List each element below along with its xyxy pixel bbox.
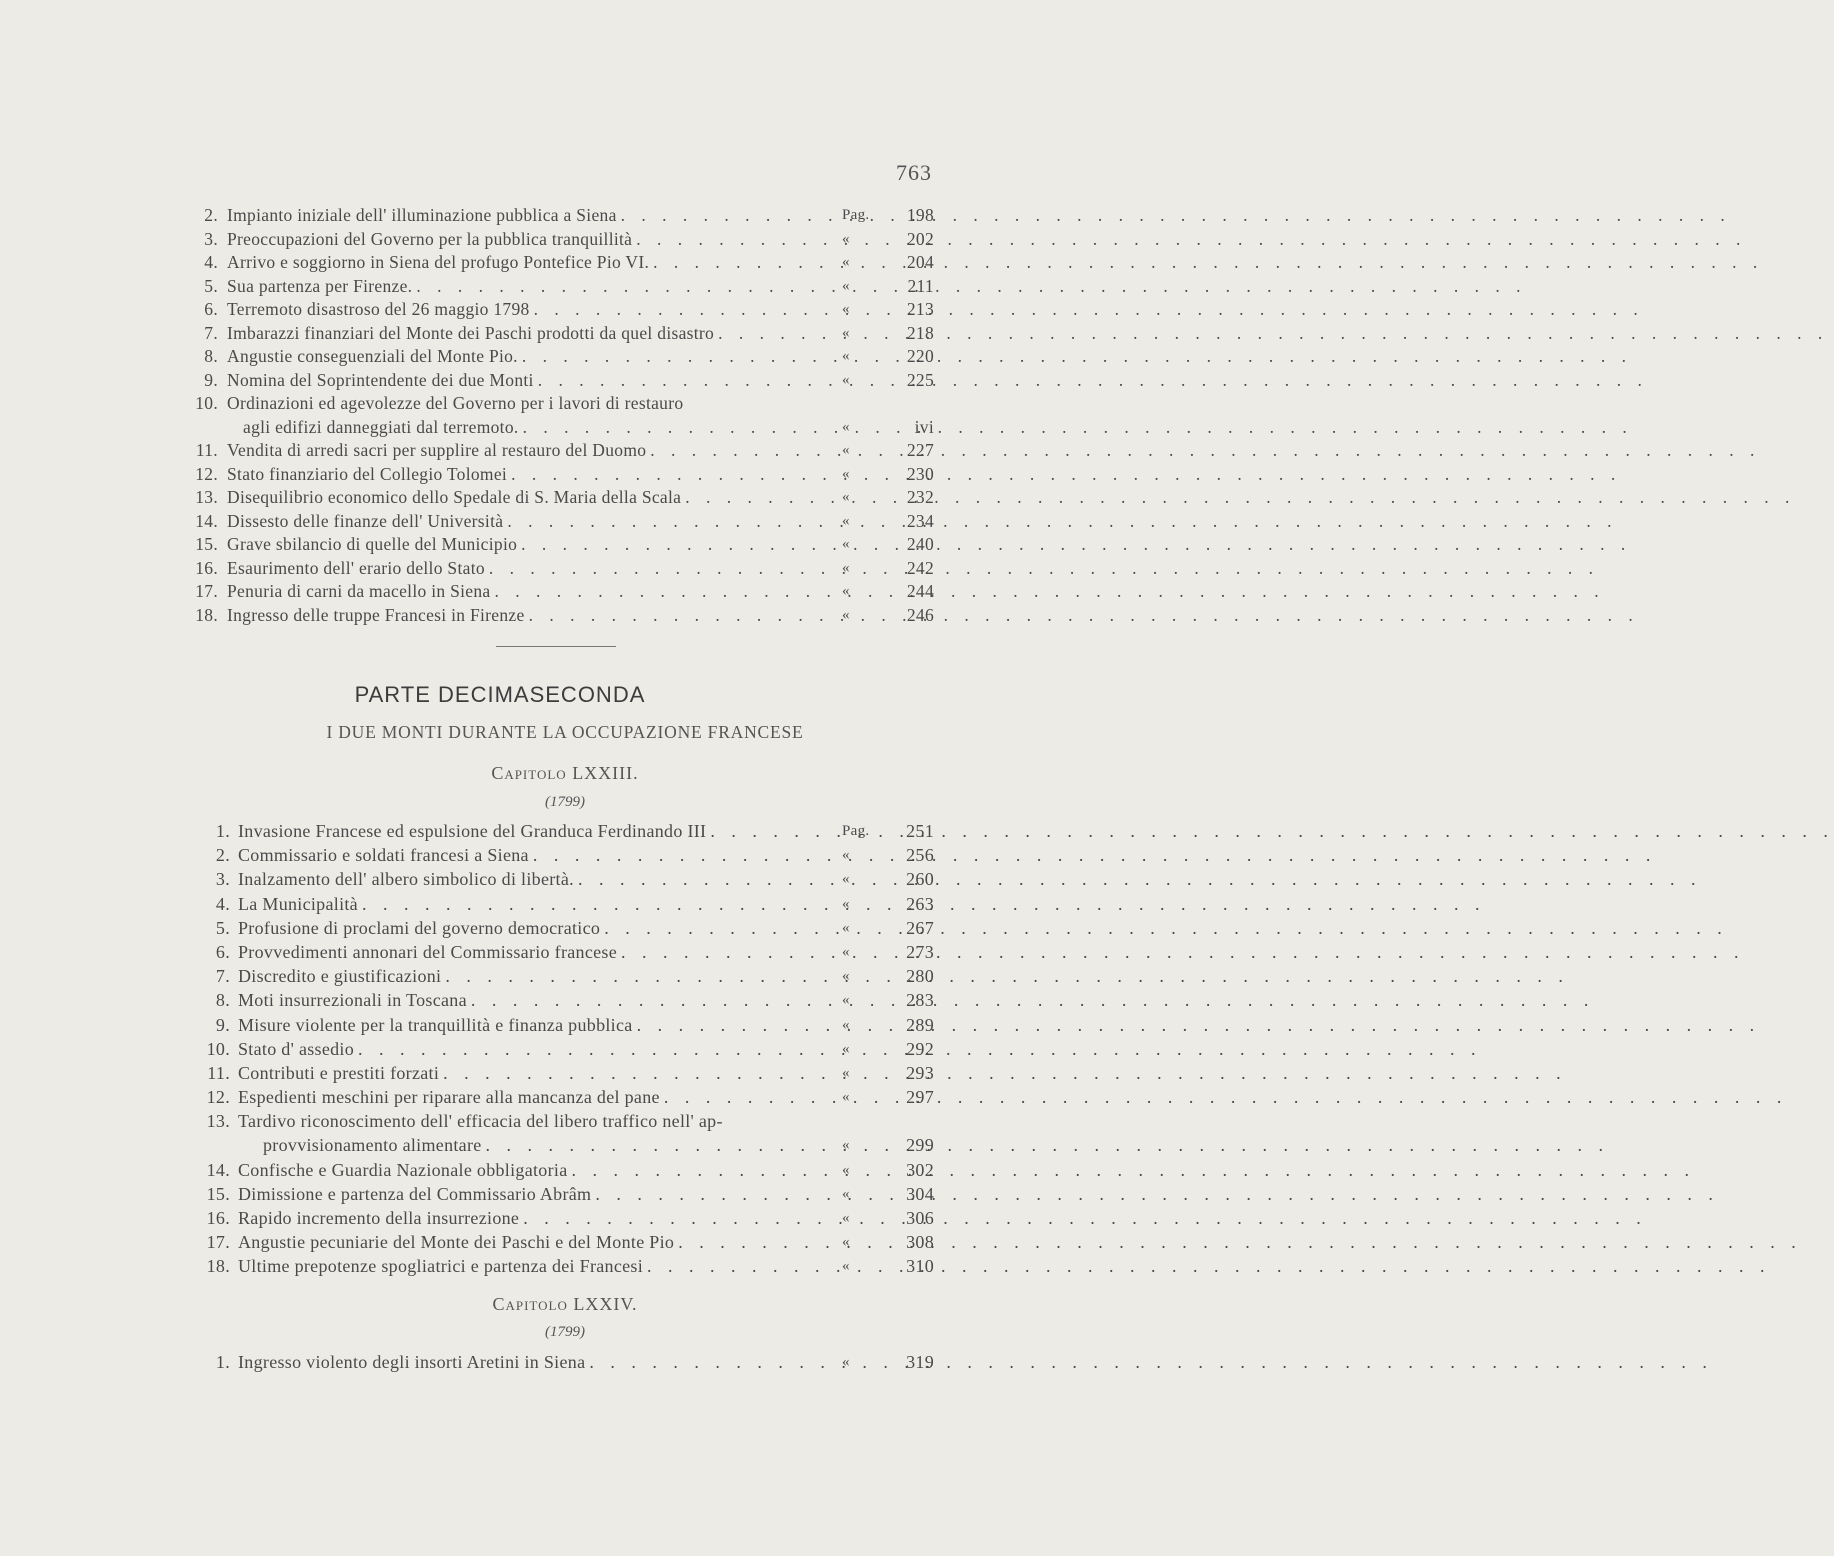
entry-page: 246 xyxy=(906,604,934,625)
dot-leader xyxy=(441,964,1569,988)
page-prefix: « xyxy=(842,1161,850,1178)
entry-number: 1. xyxy=(215,821,230,841)
entry-page: 293 xyxy=(906,1062,934,1083)
page-prefix: « xyxy=(842,277,850,294)
toc-entry xyxy=(0,1158,1000,1182)
entry-number: 16. xyxy=(195,557,218,578)
chapter-heading: Capitolo LXXIV. xyxy=(492,1294,638,1314)
entry-number: 17. xyxy=(195,581,218,601)
chapter-year: (1799) xyxy=(545,794,585,810)
entry-number: 18. xyxy=(195,604,218,625)
page-prefix: « xyxy=(842,371,850,388)
toc-entry xyxy=(0,533,1000,557)
entry-number: 3. xyxy=(215,869,230,890)
page-prefix: « xyxy=(842,1064,850,1081)
toc-entry xyxy=(0,1206,1000,1230)
entry-number: 11. xyxy=(195,440,218,460)
dot-leader xyxy=(439,1061,1567,1085)
dot-leader xyxy=(529,843,1657,867)
page-prefix: « xyxy=(842,1016,850,1033)
entry-title: provvisionamento alimentare xyxy=(263,1135,482,1156)
entry-number: 8. xyxy=(215,990,230,1011)
entry-title: Preoccupazioni del Governo per la pubblica tranquillità xyxy=(227,228,633,249)
entry-page: 260 xyxy=(906,869,934,890)
entry-title: Invasione Francese ed espulsione del Granduca Ferdinando III xyxy=(238,821,707,841)
entry-page: 230 xyxy=(906,463,934,484)
entry-page: 242 xyxy=(906,557,934,578)
page-prefix: « xyxy=(842,1137,850,1154)
page-prefix: « xyxy=(842,1210,850,1226)
entry-number: 5. xyxy=(204,275,218,296)
entry-number: 8. xyxy=(204,346,218,366)
toc-entry xyxy=(0,322,1000,346)
entry-title: Vendita di arredi sacri per supplire al restauro del Duomo xyxy=(227,440,647,460)
page-prefix: « xyxy=(842,1354,850,1370)
entry-page: 299 xyxy=(906,1135,934,1156)
chapter-year: (1799) xyxy=(545,1324,585,1340)
toc-entry xyxy=(0,228,1000,252)
entry-title: Sua partenza per Firenze. xyxy=(227,275,413,296)
entry-number: 11. xyxy=(207,1062,230,1083)
dot-leader xyxy=(491,580,1605,604)
entry-title: Esaurimento dell' erario dello Stato xyxy=(227,557,485,578)
entry-page: 302 xyxy=(906,1159,934,1180)
entry-page: 225 xyxy=(906,369,934,390)
toc-entry xyxy=(0,1037,1000,1061)
toc-entry xyxy=(0,275,1000,299)
entry-title: Stato finanziario del Collegio Tolomei xyxy=(227,463,508,484)
entry-title: Ingresso delle truppe Francesi in Firenze xyxy=(227,604,525,625)
dot-leader xyxy=(518,345,1632,369)
toc-entry xyxy=(0,843,1000,867)
toc-entry xyxy=(0,298,1000,322)
dot-leader xyxy=(519,416,1633,440)
page-prefix: « xyxy=(842,418,850,435)
dot-leader xyxy=(503,510,1617,534)
entry-title: Tardivo riconoscimento dell' efficacia del libero traffico nell' ap- xyxy=(238,1111,723,1132)
dot-leader xyxy=(467,988,1595,1012)
entry-title: Dimissione e partenza del Commissario Abrâm xyxy=(238,1183,592,1204)
entry-title: Ultime prepotenze spogliatrici e partenza dei Francesi xyxy=(238,1256,644,1277)
toc-chapter-lxxiv xyxy=(0,1350,1000,1374)
part-subtitle: I DUE MONTI DURANTE LA OCCUPAZIONE FRANCESE xyxy=(326,722,804,742)
page-prefix: « xyxy=(842,1185,850,1202)
toc-entry xyxy=(0,1061,1000,1085)
entry-page: 220 xyxy=(906,346,934,366)
section-divider xyxy=(496,646,616,647)
dot-leader xyxy=(525,604,1639,628)
dot-leader xyxy=(574,867,1702,891)
dot-leader xyxy=(591,1182,1719,1206)
entry-title: Penuria di carni da macello in Siena xyxy=(227,581,491,601)
entry-page: 227 xyxy=(906,440,934,460)
entry-page: 280 xyxy=(906,966,934,987)
entry-title: Profusione di proclami del governo democratico xyxy=(238,917,601,938)
entry-number: 13. xyxy=(206,1111,230,1132)
dot-leader xyxy=(617,940,1745,964)
toc-entry xyxy=(0,1109,1000,1133)
dot-leader xyxy=(567,1158,1695,1182)
toc-entry xyxy=(0,604,1000,628)
entry-number: 17. xyxy=(206,1232,230,1253)
page-prefix: « xyxy=(842,606,850,623)
dot-leader xyxy=(482,1133,1610,1157)
page-prefix: « xyxy=(842,254,850,270)
entry-number: 4. xyxy=(204,252,218,272)
dot-leader xyxy=(633,1013,1761,1037)
page-number: 763 xyxy=(896,160,932,185)
dot-leader xyxy=(485,557,1599,581)
entry-page: 198 xyxy=(906,205,934,225)
page-prefix: « xyxy=(842,489,850,505)
entry-title: Inalzamento dell' albero simbolico di libertà. xyxy=(238,869,574,890)
chapter-heading: Capitolo LXXIII. xyxy=(491,763,639,783)
entry-page: 310 xyxy=(906,1256,934,1277)
toc-entry xyxy=(0,486,1000,510)
toc-entry xyxy=(0,510,1000,534)
page-prefix: « xyxy=(842,348,850,364)
entry-number: 4. xyxy=(215,893,230,914)
toc-entry xyxy=(0,1350,1000,1374)
entry-number: 14. xyxy=(195,510,218,531)
page-prefix: « xyxy=(842,512,850,529)
toc-entry xyxy=(0,580,1000,604)
toc-chapter-lxxiii xyxy=(0,819,1000,1279)
page-prefix: « xyxy=(842,536,850,552)
entry-number: 9. xyxy=(215,1014,230,1035)
entry-number: 10. xyxy=(195,393,218,413)
dot-leader xyxy=(507,463,1621,487)
page-prefix: « xyxy=(842,583,850,599)
entry-page: 202 xyxy=(906,228,934,249)
toc-entry xyxy=(0,251,1000,275)
page-prefix: « xyxy=(842,1089,850,1106)
toc-entry xyxy=(0,916,1000,940)
entry-page: 308 xyxy=(906,1232,934,1253)
page-prefix: « xyxy=(842,1040,850,1057)
dot-leader xyxy=(519,1206,1647,1230)
page-prefix: « xyxy=(842,1234,850,1251)
toc-entry xyxy=(0,1230,1000,1254)
toc-section-previous-chapter xyxy=(0,204,1000,627)
entry-title: Disequilibrio economico dello Spedale di S. Maria della Scala xyxy=(227,487,682,507)
toc-entry xyxy=(0,892,1000,916)
dot-leader xyxy=(530,298,1644,322)
toc-entry xyxy=(0,439,1000,463)
entry-page: 251 xyxy=(906,821,934,841)
entry-number: 15. xyxy=(206,1183,230,1204)
entry-page: 306 xyxy=(906,1208,934,1228)
entry-number: 6. xyxy=(215,941,230,962)
page-prefix: « xyxy=(842,847,850,864)
page-prefix: Pag. xyxy=(842,823,870,839)
dot-leader xyxy=(646,439,1760,463)
entry-page: 204 xyxy=(906,252,934,272)
part-title: PARTE DECIMASECONDA xyxy=(354,682,646,707)
toc-entry xyxy=(0,369,1000,393)
entry-page: ivi xyxy=(914,416,934,437)
dot-leader xyxy=(660,1085,1788,1109)
entry-title: Stato d' assedio xyxy=(238,1038,355,1059)
entry-title: Arrivo e soggiorno in Siena del profugo Pontefice Pio VI. xyxy=(227,252,650,272)
entry-number: 12. xyxy=(206,1087,230,1108)
entry-page: 292 xyxy=(906,1038,934,1059)
dot-leader xyxy=(517,533,1631,557)
entry-page: 304 xyxy=(906,1183,934,1204)
entry-title: Dissesto delle finanze dell' Università xyxy=(227,510,504,531)
entry-title: Nomina del Soprintendente dei due Monti xyxy=(227,369,534,390)
entry-title: La Municipalità xyxy=(238,893,358,914)
entry-number: 12. xyxy=(195,463,218,484)
page-prefix: « xyxy=(842,559,850,576)
toc-entry xyxy=(0,819,1000,843)
entry-page: 256 xyxy=(906,845,934,866)
entry-page: 319 xyxy=(906,1352,934,1372)
page-prefix: « xyxy=(842,943,850,960)
entry-page: 218 xyxy=(906,322,934,343)
page-prefix: « xyxy=(842,919,850,936)
toc-entry xyxy=(0,1085,1000,1109)
page-prefix: « xyxy=(842,992,850,1009)
page-prefix: « xyxy=(842,442,850,458)
toc-entry-continuation xyxy=(0,1133,1000,1157)
dot-leader xyxy=(585,1350,1713,1374)
dot-leader xyxy=(617,204,1731,228)
toc-entry xyxy=(0,964,1000,988)
entry-number: 2. xyxy=(204,205,218,225)
entry-title: Moti insurrezionali in Toscana xyxy=(238,990,467,1011)
entry-title: Impianto iniziale dell' illuminazione pubblica a Siena xyxy=(227,205,617,225)
dot-leader xyxy=(649,251,1763,275)
toc-entry xyxy=(0,940,1000,964)
entry-title: Grave sbilancio di quelle del Municipio xyxy=(227,534,518,554)
entry-title: Provvedimenti annonari del Commissario francese xyxy=(238,941,618,962)
page-prefix: « xyxy=(842,1258,850,1275)
toc-entry xyxy=(0,867,1000,891)
toc-entry xyxy=(0,1254,1000,1278)
page-prefix: « xyxy=(842,230,850,247)
dot-leader xyxy=(600,916,1728,940)
entry-title: Terremoto disastroso del 26 maggio 1798 xyxy=(227,299,530,319)
dot-leader xyxy=(412,275,1526,299)
entry-page: 232 xyxy=(906,487,934,507)
entry-number: 7. xyxy=(204,322,218,343)
entry-number: 2. xyxy=(215,845,230,866)
page-prefix: « xyxy=(842,465,850,482)
entry-number: 3. xyxy=(204,228,218,249)
entry-title: Commissario e soldati francesi a Siena xyxy=(238,845,529,866)
entry-page: 297 xyxy=(906,1087,934,1108)
entry-page: 240 xyxy=(906,534,934,554)
entry-title: Discredito e giustificazioni xyxy=(238,966,442,987)
entry-number: 18. xyxy=(206,1256,230,1277)
entry-title: Ingresso violento degli insorti Aretini in Siena xyxy=(238,1352,586,1372)
toc-entry xyxy=(0,392,1000,416)
page-prefix: « xyxy=(842,871,850,888)
toc-entry xyxy=(0,988,1000,1012)
entry-page: 211 xyxy=(907,275,934,296)
entry-page: 267 xyxy=(906,917,934,938)
entry-number: 13. xyxy=(195,487,218,507)
toc-entry xyxy=(0,345,1000,369)
entry-title: Espedienti meschini per riparare alla mancanza del pane xyxy=(238,1087,660,1108)
entry-number: 9. xyxy=(204,369,218,390)
entry-number: 7. xyxy=(215,966,230,987)
entry-page: 213 xyxy=(906,299,934,319)
entry-page: 244 xyxy=(906,581,934,601)
toc-entry xyxy=(0,1013,1000,1037)
entry-title: Angustie conseguenziali del Monte Pio. xyxy=(227,346,518,366)
entry-number: 6. xyxy=(204,299,218,319)
page-prefix: Pag. xyxy=(842,207,870,223)
entry-title: Contributi e prestiti forzati xyxy=(238,1062,440,1083)
toc-entry xyxy=(0,463,1000,487)
entry-number: 5. xyxy=(215,917,230,938)
toc-entry xyxy=(0,204,1000,228)
page-prefix: « xyxy=(842,968,850,985)
entry-title: Rapido incremento della insurrezione xyxy=(238,1208,520,1228)
page-prefix: « xyxy=(842,895,850,912)
toc-entry-continuation xyxy=(0,416,1000,440)
dot-leader xyxy=(632,228,1746,252)
entry-title: Misure violente per la tranquillità e finanza pubblica xyxy=(238,1014,633,1035)
entry-number: 1. xyxy=(215,1352,230,1372)
dot-leader xyxy=(534,369,1648,393)
entry-page: 273 xyxy=(906,941,934,962)
page-prefix: « xyxy=(842,301,850,317)
entry-page: 289 xyxy=(906,1014,934,1035)
entry-number: 10. xyxy=(206,1038,230,1059)
entry-title: Ordinazioni ed agevolezze del Governo per i lavori di restauro xyxy=(227,393,684,413)
entry-number: 15. xyxy=(195,534,218,554)
entry-title: Confische e Guardia Nazionale obbligatoria xyxy=(238,1159,568,1180)
entry-page: 263 xyxy=(906,893,934,914)
entry-number: 14. xyxy=(206,1159,230,1180)
entry-title: Angustie pecuniarie del Monte dei Paschi e del Monte Pio xyxy=(238,1232,675,1253)
entry-number: 16. xyxy=(206,1208,230,1228)
dot-leader xyxy=(643,1254,1771,1278)
toc-entry xyxy=(0,557,1000,581)
page-prefix: « xyxy=(842,324,850,341)
entry-page: 283 xyxy=(906,990,934,1011)
toc-entry xyxy=(0,1182,1000,1206)
entry-title: Imbarazzi finanziari del Monte dei Paschi prodotti da quel disastro xyxy=(227,322,715,343)
entry-page: 234 xyxy=(906,510,934,531)
entry-title: agli edifizi danneggiati dal terremoto. xyxy=(243,416,519,437)
